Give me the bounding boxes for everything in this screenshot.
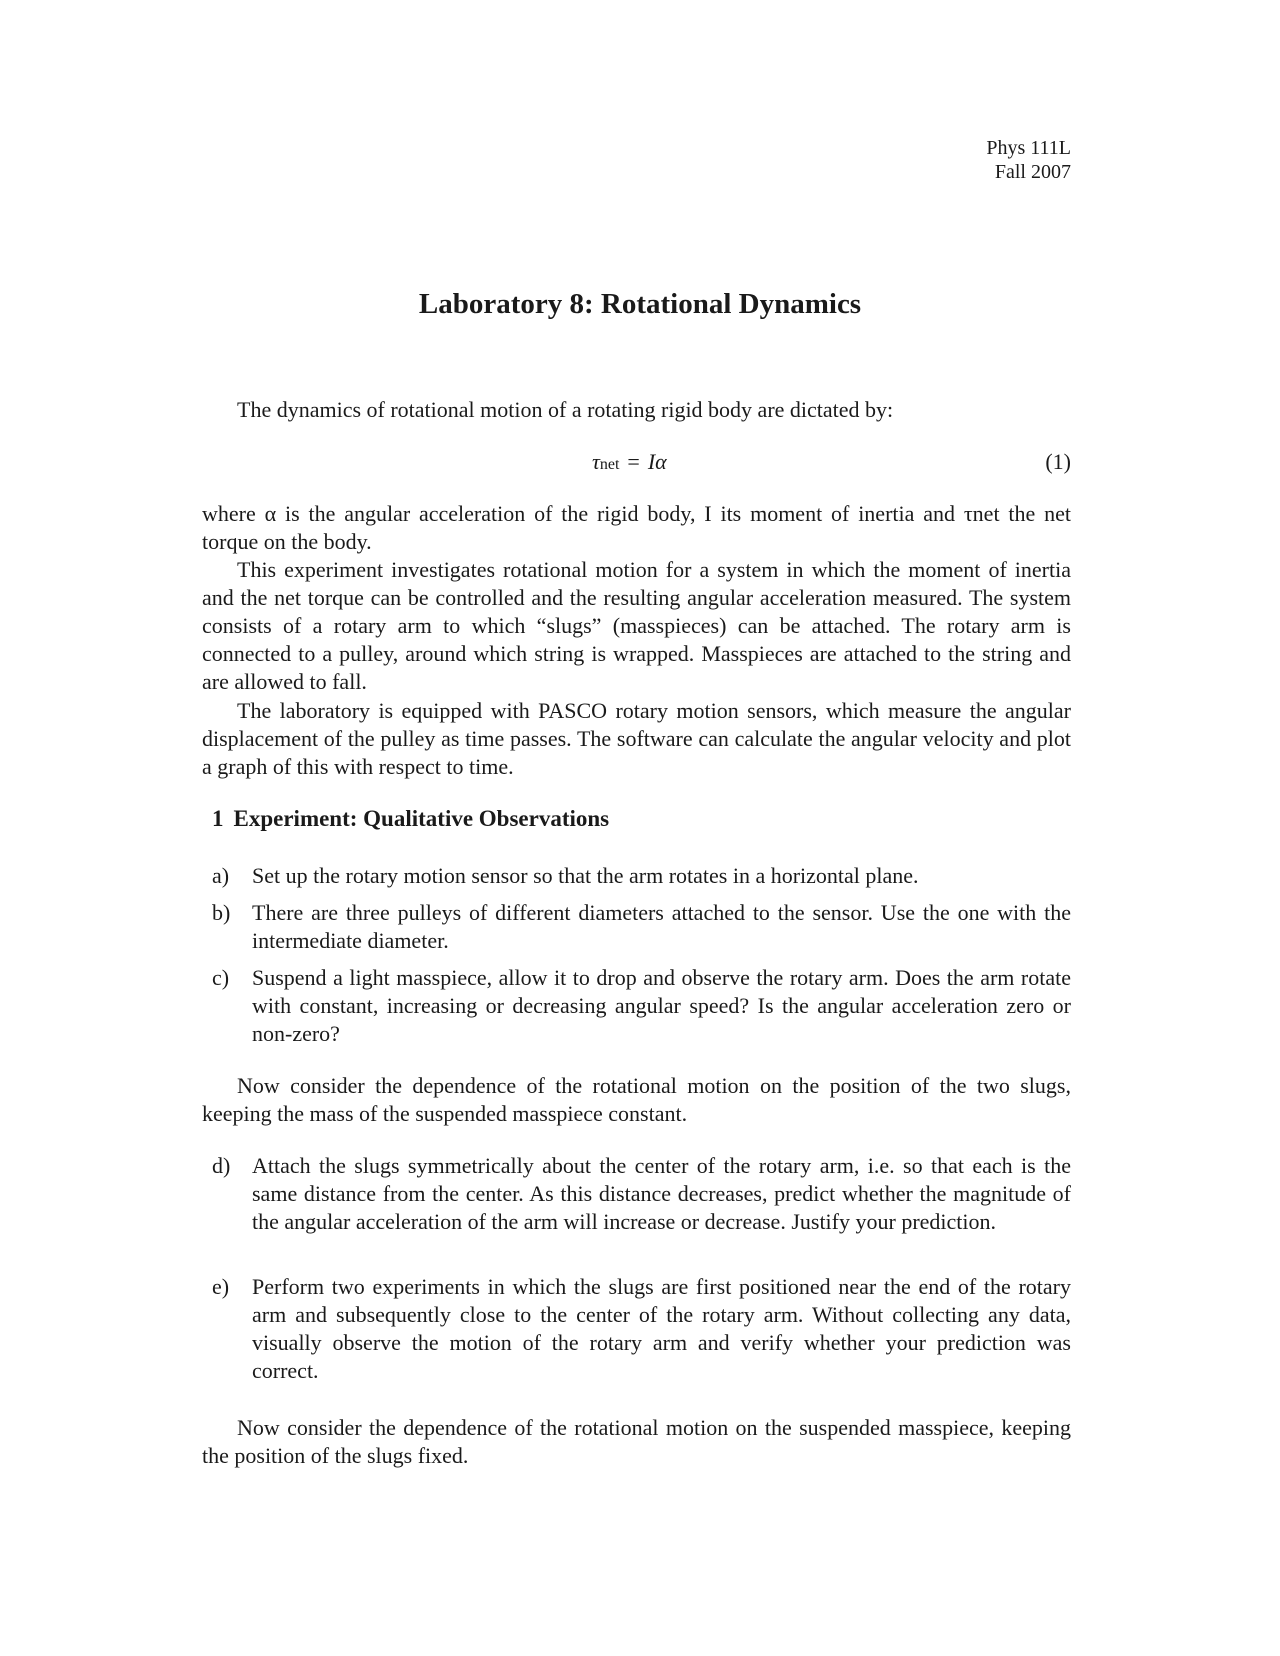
paragraph-definitions: where α is the angular acceleration of the rigid body, I its moment of inertia and τnet the net torque on the body. (202, 501, 1071, 554)
intro-paragraph: The dynamics of rotational motion of a rotating rigid body are dictated by: (237, 397, 894, 422)
page-title: Laboratory 8: Rotational Dynamics (418, 288, 862, 320)
list-item-text: There are three pulleys of different diameters attached to the sensor. Use the one with the intermediate diameter. (252, 900, 1071, 953)
equation-number: (1) (1045, 449, 1071, 474)
equation (592, 449, 667, 475)
list-item-text: Suspend a light masspiece, allow it to drop and observe the rotary arm. Does the arm rotate with constant, increasing or decreasing angular speed? Is the angular acceleration zero or non-zero? (252, 965, 1071, 1046)
list-item-label: b) (212, 900, 231, 925)
list-item-label: e) (212, 1274, 230, 1299)
list-item-text: Set up the rotary motion sensor so that the arm rotates in a horizontal plane. (252, 863, 919, 888)
list-item-label: a) (212, 863, 230, 888)
equation-subscript: net (599, 456, 620, 473)
equation-rhs: Iα (647, 449, 667, 474)
list-item (212, 899, 1071, 955)
list-item (212, 1152, 1071, 1236)
list-item-text: Attach the slugs symmetrically about the center of the rotary arm, i.e. so that each is the same distance from the center. As this distance decreases, predict whether the magnitude of the angular acceleration of the arm will increase or decrease. Justify your prediction. (252, 1153, 1071, 1234)
paragraph-masspiece: Now consider the dependence of the rotational motion on the suspended masspiece, keeping the position of the slugs fixed. (202, 1415, 1071, 1468)
section-title: Experiment: Qualitative Observations (233, 806, 610, 831)
equals-sign: = (627, 449, 640, 474)
section-heading (212, 806, 619, 832)
course-term: Fall 2007 (994, 161, 1071, 183)
list-item (212, 1273, 1071, 1385)
list-item-text: Perform two experiments in which the slugs are first positioned near the end of the rotary arm and subsequently close to the center of the rotary arm. Without collecting any data, visually observe the motion of the rotary arm and verify whether your prediction was correct. (252, 1274, 1071, 1383)
course-header (986, 136, 1071, 184)
list-item-label: c) (212, 965, 230, 990)
section-number: 1 (212, 806, 224, 831)
list-item (212, 964, 1071, 1048)
list-item (212, 862, 1071, 890)
paragraph-slug-position: Now consider the dependence of the rotational motion on the position of the two slugs, keeping the mass of the suspended masspiece constant. (202, 1073, 1071, 1126)
course-name: Phys 111L (986, 137, 1071, 159)
paragraph-equipment: The laboratory is equipped with PASCO rotary motion sensors, which measure the angular displacement of the pulley as time passes. The software can calculate the angular velocity and plot a graph of this with respect to time. (202, 698, 1071, 779)
equation-lhs: τnet (592, 449, 620, 474)
paragraph-experiment: This experiment investigates rotational motion for a system in which the moment of inertia and the net torque can be controlled and the resulting angular acceleration measured. The system consists of a rotary arm to which “slugs” (masspieces) can be attached. The rotary arm is connected to a pulley, around which string is wrapped. Masspieces are attached to the string and are allowed to fall. (202, 557, 1071, 694)
list-item-label: d) (212, 1153, 231, 1178)
